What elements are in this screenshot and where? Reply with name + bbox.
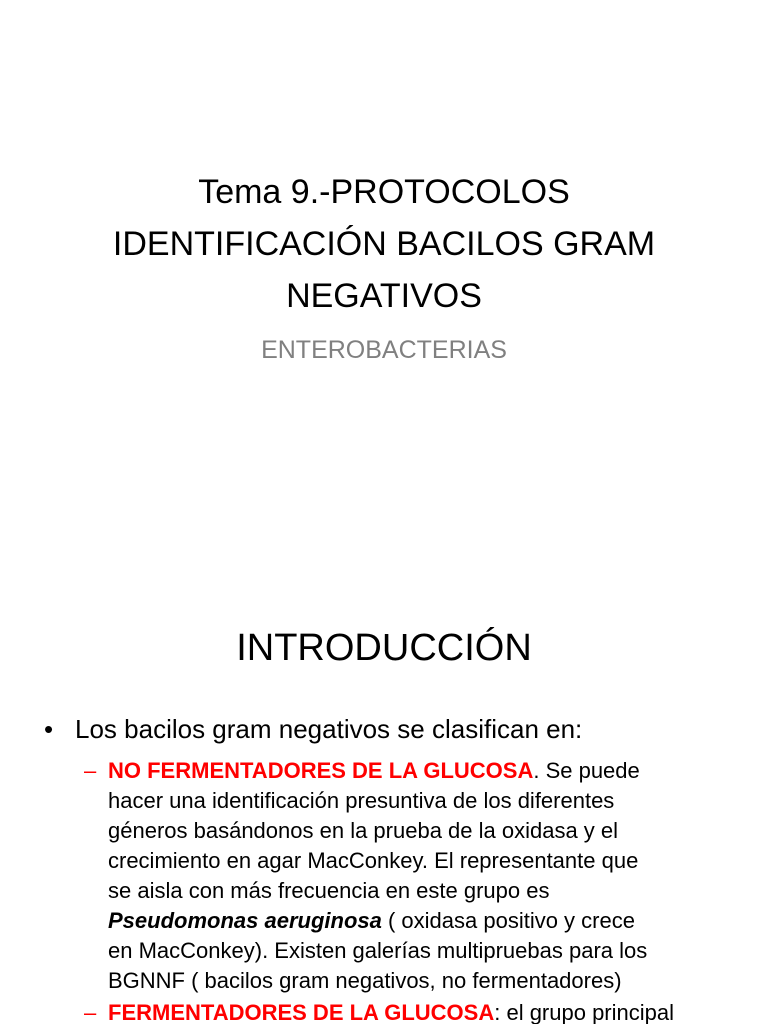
species-name: Pseudomonas aeruginosa — [108, 908, 382, 933]
sub-item-body — [108, 756, 748, 996]
sub-item-heading: FERMENTADORES DE LA GLUCOSA — [108, 1000, 495, 1024]
sub-item-line — [108, 756, 748, 786]
sub-item-line — [108, 998, 748, 1024]
sub-item-line: en MacConkey). Existen galerías multipruebas para los — [108, 938, 648, 963]
dash-marker: – — [84, 1000, 97, 1024]
slide-heading: INTRODUCCIÓN — [236, 627, 532, 669]
title-line-2: IDENTIFICACIÓN BACILOS GRAM — [112, 225, 656, 263]
slide-subtitle: ENTEROBACTERIAS — [261, 336, 507, 364]
title-line-3: NEGATIVOS — [286, 277, 482, 315]
dash-marker: – — [84, 758, 97, 783]
sub-item-line — [108, 906, 748, 936]
slide-title — [40, 166, 728, 322]
sub-item-line: hacer una identificación presuntiva de los diferentes — [108, 788, 615, 813]
sub-item-text: ( oxidasa positivo y crece — [381, 908, 635, 933]
sub-item-line: BGNNF ( bacilos gram negativos, no fermentadores) — [108, 968, 622, 993]
title-line-1: Tema 9.-PROTOCOLOS — [198, 173, 570, 211]
sub-item-body — [108, 998, 748, 1024]
bullet-dot: • — [44, 714, 54, 744]
sub-item-line: se aisla con más frecuencia en este grupo es — [108, 878, 550, 903]
sub-item-heading: NO FERMENTADORES DE LA GLUCOSA — [108, 758, 534, 783]
sub-item-text: : el grupo principal — [494, 1000, 675, 1024]
bullet-text: Los bacilos gram negativos se clasifican en: — [75, 714, 583, 744]
sub-item-text: . Se puede — [533, 758, 640, 783]
bullet-item — [44, 712, 744, 746]
introduction-slide — [0, 576, 768, 1024]
sub-item-line: crecimiento en agar MacConkey. El representante que — [108, 848, 639, 873]
sub-item-line: géneros basándonos en la prueba de la oxidasa y el — [108, 818, 619, 843]
